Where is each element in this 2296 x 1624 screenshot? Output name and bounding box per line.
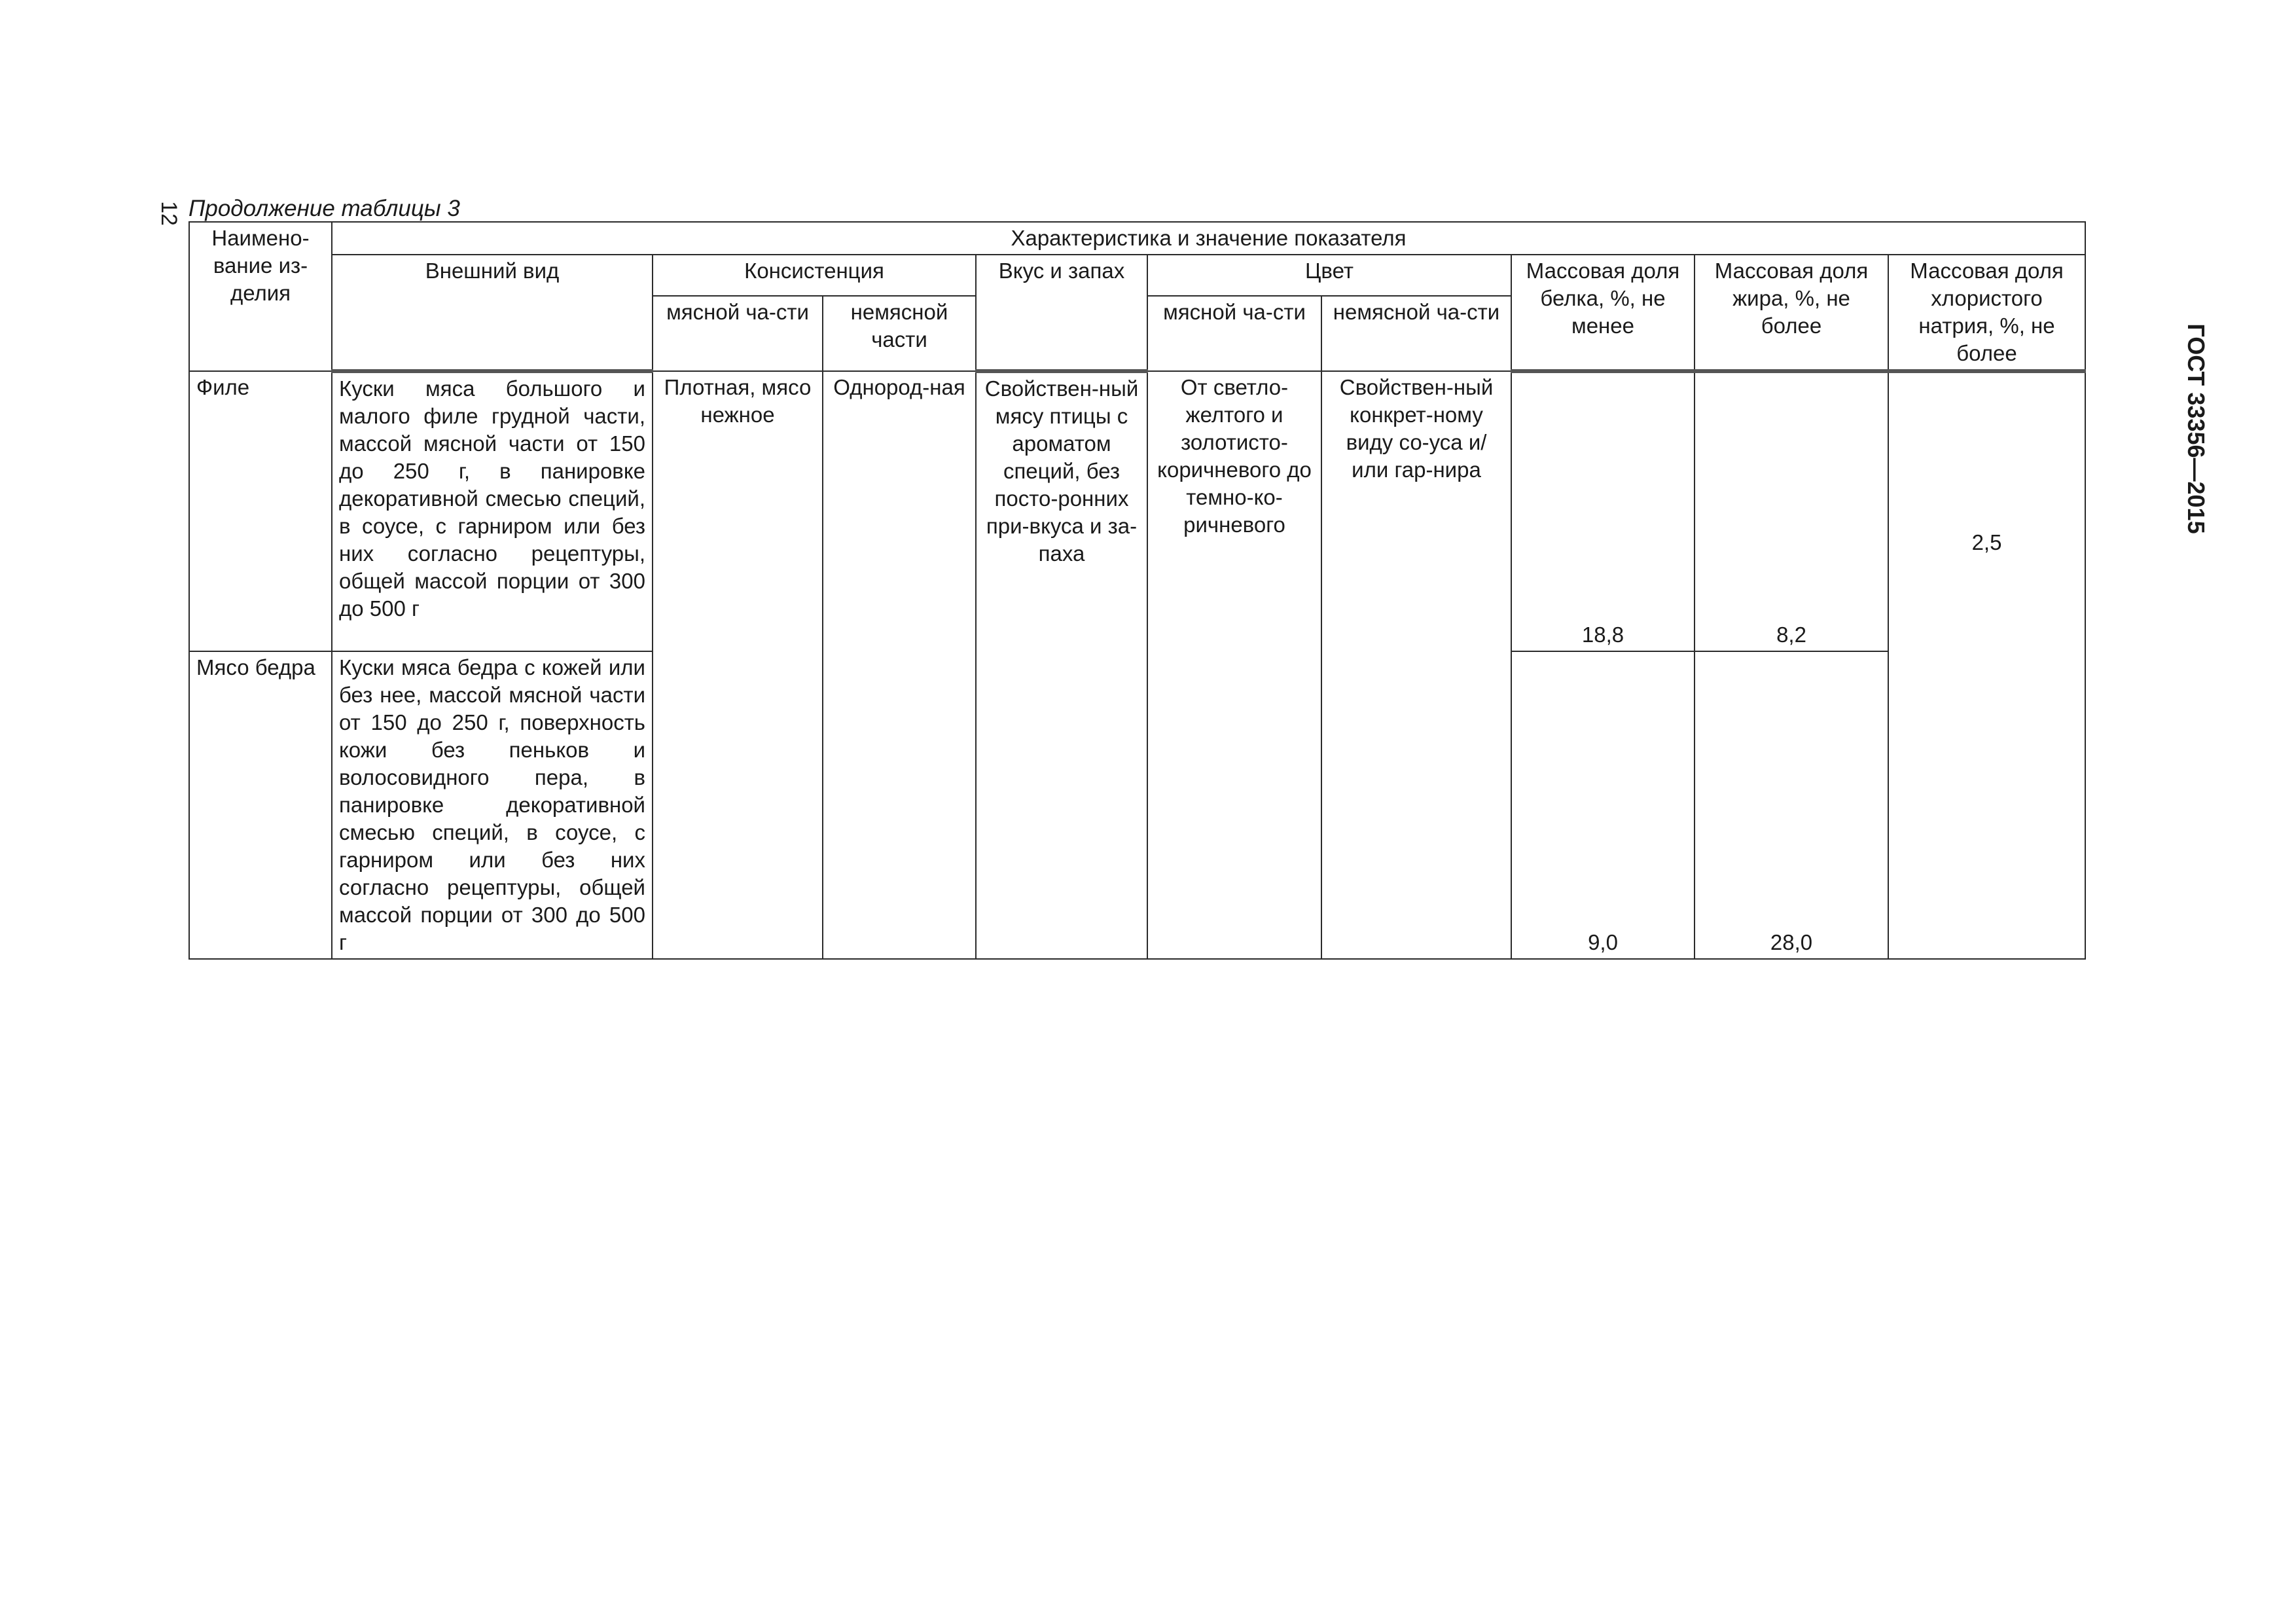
row-name-thigh: Мясо бедра [189,651,332,959]
header-color-nonmeat: немясной ча-сти [1321,296,1511,371]
header-fat: Массовая доля жира, %, не более [1695,255,1888,371]
header-appearance: Внешний вид [332,255,653,371]
header-consistency-nonmeat: немясной части [823,296,976,371]
header-protein: Массовая доля белка, %, не менее [1511,255,1695,371]
header-salt: Массовая доля хлористого натрия, %, не более [1888,255,2085,371]
cell-taste-smell: Свойствен-ный мясу птицы с ароматом специй, без посто-ронних при-вкуса и за-паха [976,371,1147,959]
cell-consistency-meat: Плотная, мясо нежное [653,371,823,959]
header-characteristic: Характеристика и значение показателя [332,222,2085,255]
cell-consistency-nonmeat: Однород-ная [823,371,976,959]
row-fat-thigh: 28,0 [1695,651,1888,959]
header-consistency: Консистенция [653,255,976,296]
table-caption: Продолжение таблицы 3 [188,196,460,221]
header-name: Наимено-вание из-делия [189,222,332,371]
cell-color-meat: От светло-желтого и золотисто-коричневого до темно-ко-ричневого [1147,371,1321,959]
cell-color-nonmeat: Свойствен-ный конкрет-ному виду со-уса и/или гар-нира [1321,371,1511,959]
table-row [189,371,2085,651]
header-color: Цвет [1147,255,1511,296]
row-appearance-thigh: Куски мяса бедра с кожей или без нее, массой мясной части от 150 до 250 г, поверхность кожи без пеньков и волосовидного пера, в панировке декоративной смесью специй, в соусе, с гарниром или без них согласно рецептуры, общей массой порции от 300 до 500 г [332,651,653,959]
header-color-meat: мясной ча-сти [1147,296,1321,371]
row-appearance-file: Куски мяса большого и малого филе грудной части, массой мясной части от 150 до 250 г, в панировке декоративной смесью специй, в соусе, с гарниром или без них согласно рецептуры, общей массой порции от 300 до 500 г [332,371,653,651]
header-row-1 [189,222,2085,255]
row-fat-file: 8,2 [1695,371,1888,651]
header-consistency-meat: мясной ча-сти [653,296,823,371]
header-taste-smell: Вкус и запах [976,255,1147,371]
page-number: 12 [156,201,181,226]
cell-salt: 2,5 [1888,371,2085,959]
row-protein-thigh: 9,0 [1511,651,1695,959]
row-name-file: Филе [189,371,332,651]
spec-table [188,221,2086,960]
row-protein-file: 18,8 [1511,371,1695,651]
standard-header: ГОСТ 33356—2015 [2183,323,2210,534]
header-row-2 [189,255,2085,296]
